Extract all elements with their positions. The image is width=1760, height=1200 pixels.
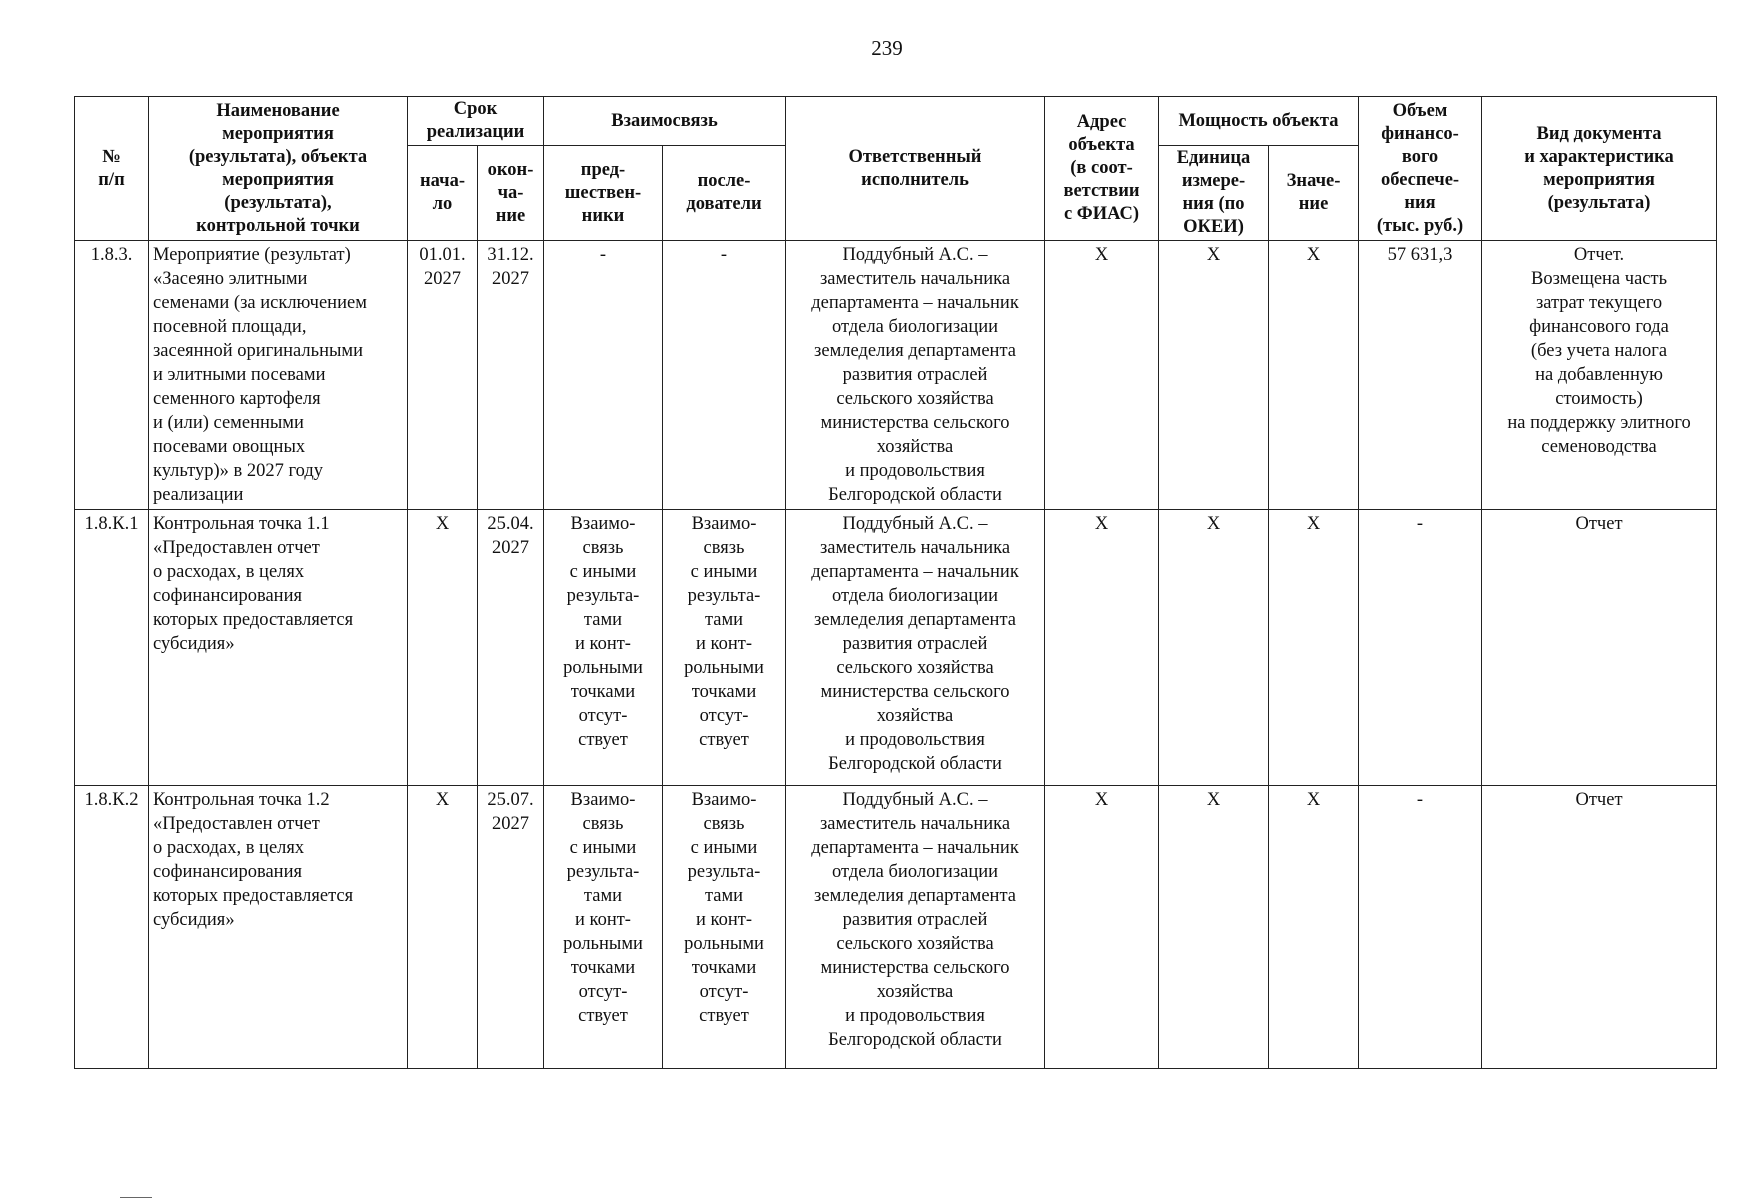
cell-unit: Х bbox=[1159, 510, 1269, 786]
cell-unit: Х bbox=[1159, 786, 1269, 1069]
cell-doc: Отчет bbox=[1482, 786, 1717, 1069]
cell-num: 1.8.3. bbox=[75, 241, 149, 510]
scan-artifact-line bbox=[120, 1197, 152, 1198]
header-name: Наименование мероприятия (результата), объекта мероприятия (результата), контрольной точки bbox=[149, 97, 408, 241]
header-address: Адрес объекта (в соот- ветствии с ФИАС) bbox=[1045, 97, 1159, 241]
header-row-1 bbox=[75, 97, 1717, 146]
cell-finance: 57 631,3 bbox=[1359, 241, 1482, 510]
cell-responsible: Поддубный А.С. – заместитель начальника департамента – начальник отдела биологизации земледелия департамента развития отраслей сельского хозяйства министерства сельского хозяйства и продовольствия Белгородской области bbox=[786, 510, 1045, 786]
cell-pred: Взаимо- связь с иными результа- тами и конт- рольными точками отсут- ствует bbox=[544, 510, 663, 786]
cell-value: Х bbox=[1269, 241, 1359, 510]
cell-name: Контрольная точка 1.2 «Предоставлен отчет о расходах, в целях софинансирования которых предоставляется субсидия» bbox=[149, 786, 408, 1069]
cell-start: 01.01. 2027 bbox=[408, 241, 478, 510]
cell-responsible: Поддубный А.С. – заместитель начальника департамента – начальник отдела биологизации земледелия департамента развития отраслей сельского хозяйства министерства сельского хозяйства и продовольствия Белгородской области bbox=[786, 241, 1045, 510]
cell-name: Мероприятие (результат) «Засеяно элитными семенами (за исключением посевной площади, засеянной оригинальными и элитными посевами семенного картофеля и (или) семенными посевами овощных культур)» в 2027 году реализации bbox=[149, 241, 408, 510]
header-capacity-unit: Единица измере- ния (по ОКЕИ) bbox=[1159, 146, 1269, 241]
cell-value: Х bbox=[1269, 510, 1359, 786]
page-number: 239 bbox=[871, 36, 903, 60]
header-capacity: Мощность объекта bbox=[1159, 97, 1359, 146]
cell-post: Взаимо- связь с иными результа- тами и конт- рольными точками отсут- ствует bbox=[663, 786, 786, 1069]
header-term: Срок реализации bbox=[408, 97, 544, 146]
table-row bbox=[75, 786, 1717, 1069]
plan-table bbox=[74, 96, 1717, 1069]
table-row bbox=[75, 510, 1717, 786]
cell-num: 1.8.К.2 bbox=[75, 786, 149, 1069]
header-link-post: после- дователи bbox=[663, 146, 786, 241]
cell-address: Х bbox=[1045, 510, 1159, 786]
cell-end: 31.12. 2027 bbox=[478, 241, 544, 510]
cell-doc: Отчет. Возмещена часть затрат текущего финансового года (без учета налога на добавленную стоимость) на поддержку элитного семеноводства bbox=[1482, 241, 1717, 510]
cell-value: Х bbox=[1269, 786, 1359, 1069]
cell-end: 25.07. 2027 bbox=[478, 786, 544, 1069]
header-capacity-value: Значе- ние bbox=[1269, 146, 1359, 241]
header-responsible: Ответственный исполнитель bbox=[786, 97, 1045, 241]
cell-unit: Х bbox=[1159, 241, 1269, 510]
cell-post: - bbox=[663, 241, 786, 510]
cell-post: Взаимо- связь с иными результа- тами и конт- рольными точками отсут- ствует bbox=[663, 510, 786, 786]
cell-pred: - bbox=[544, 241, 663, 510]
header-term-start: нача- ло bbox=[408, 146, 478, 241]
cell-finance: - bbox=[1359, 510, 1482, 786]
cell-start: Х bbox=[408, 786, 478, 1069]
cell-responsible: Поддубный А.С. – заместитель начальника департамента – начальник отдела биологизации земледелия департамента развития отраслей сельского хозяйства министерства сельского хозяйства и продовольствия Белгородской области bbox=[786, 786, 1045, 1069]
cell-doc: Отчет bbox=[1482, 510, 1717, 786]
cell-num: 1.8.К.1 bbox=[75, 510, 149, 786]
cell-start: Х bbox=[408, 510, 478, 786]
cell-finance: - bbox=[1359, 786, 1482, 1069]
cell-address: Х bbox=[1045, 241, 1159, 510]
header-doc: Вид документа и характеристика мероприятия (результата) bbox=[1482, 97, 1717, 241]
header-num: № п/п bbox=[75, 97, 149, 241]
header-link: Взаимосвязь bbox=[544, 97, 786, 146]
header-link-pred: пред- шествен- ники bbox=[544, 146, 663, 241]
header-term-end: окон- ча- ние bbox=[478, 146, 544, 241]
header-finance: Объем финансо- вого обеспече- ния (тыс. руб.) bbox=[1359, 97, 1482, 241]
cell-end: 25.04. 2027 bbox=[478, 510, 544, 786]
cell-address: Х bbox=[1045, 786, 1159, 1069]
cell-pred: Взаимо- связь с иными результа- тами и конт- рольными точками отсут- ствует bbox=[544, 786, 663, 1069]
table-row bbox=[75, 241, 1717, 510]
cell-name: Контрольная точка 1.1 «Предоставлен отчет о расходах, в целях софинансирования которых предоставляется субсидия» bbox=[149, 510, 408, 786]
